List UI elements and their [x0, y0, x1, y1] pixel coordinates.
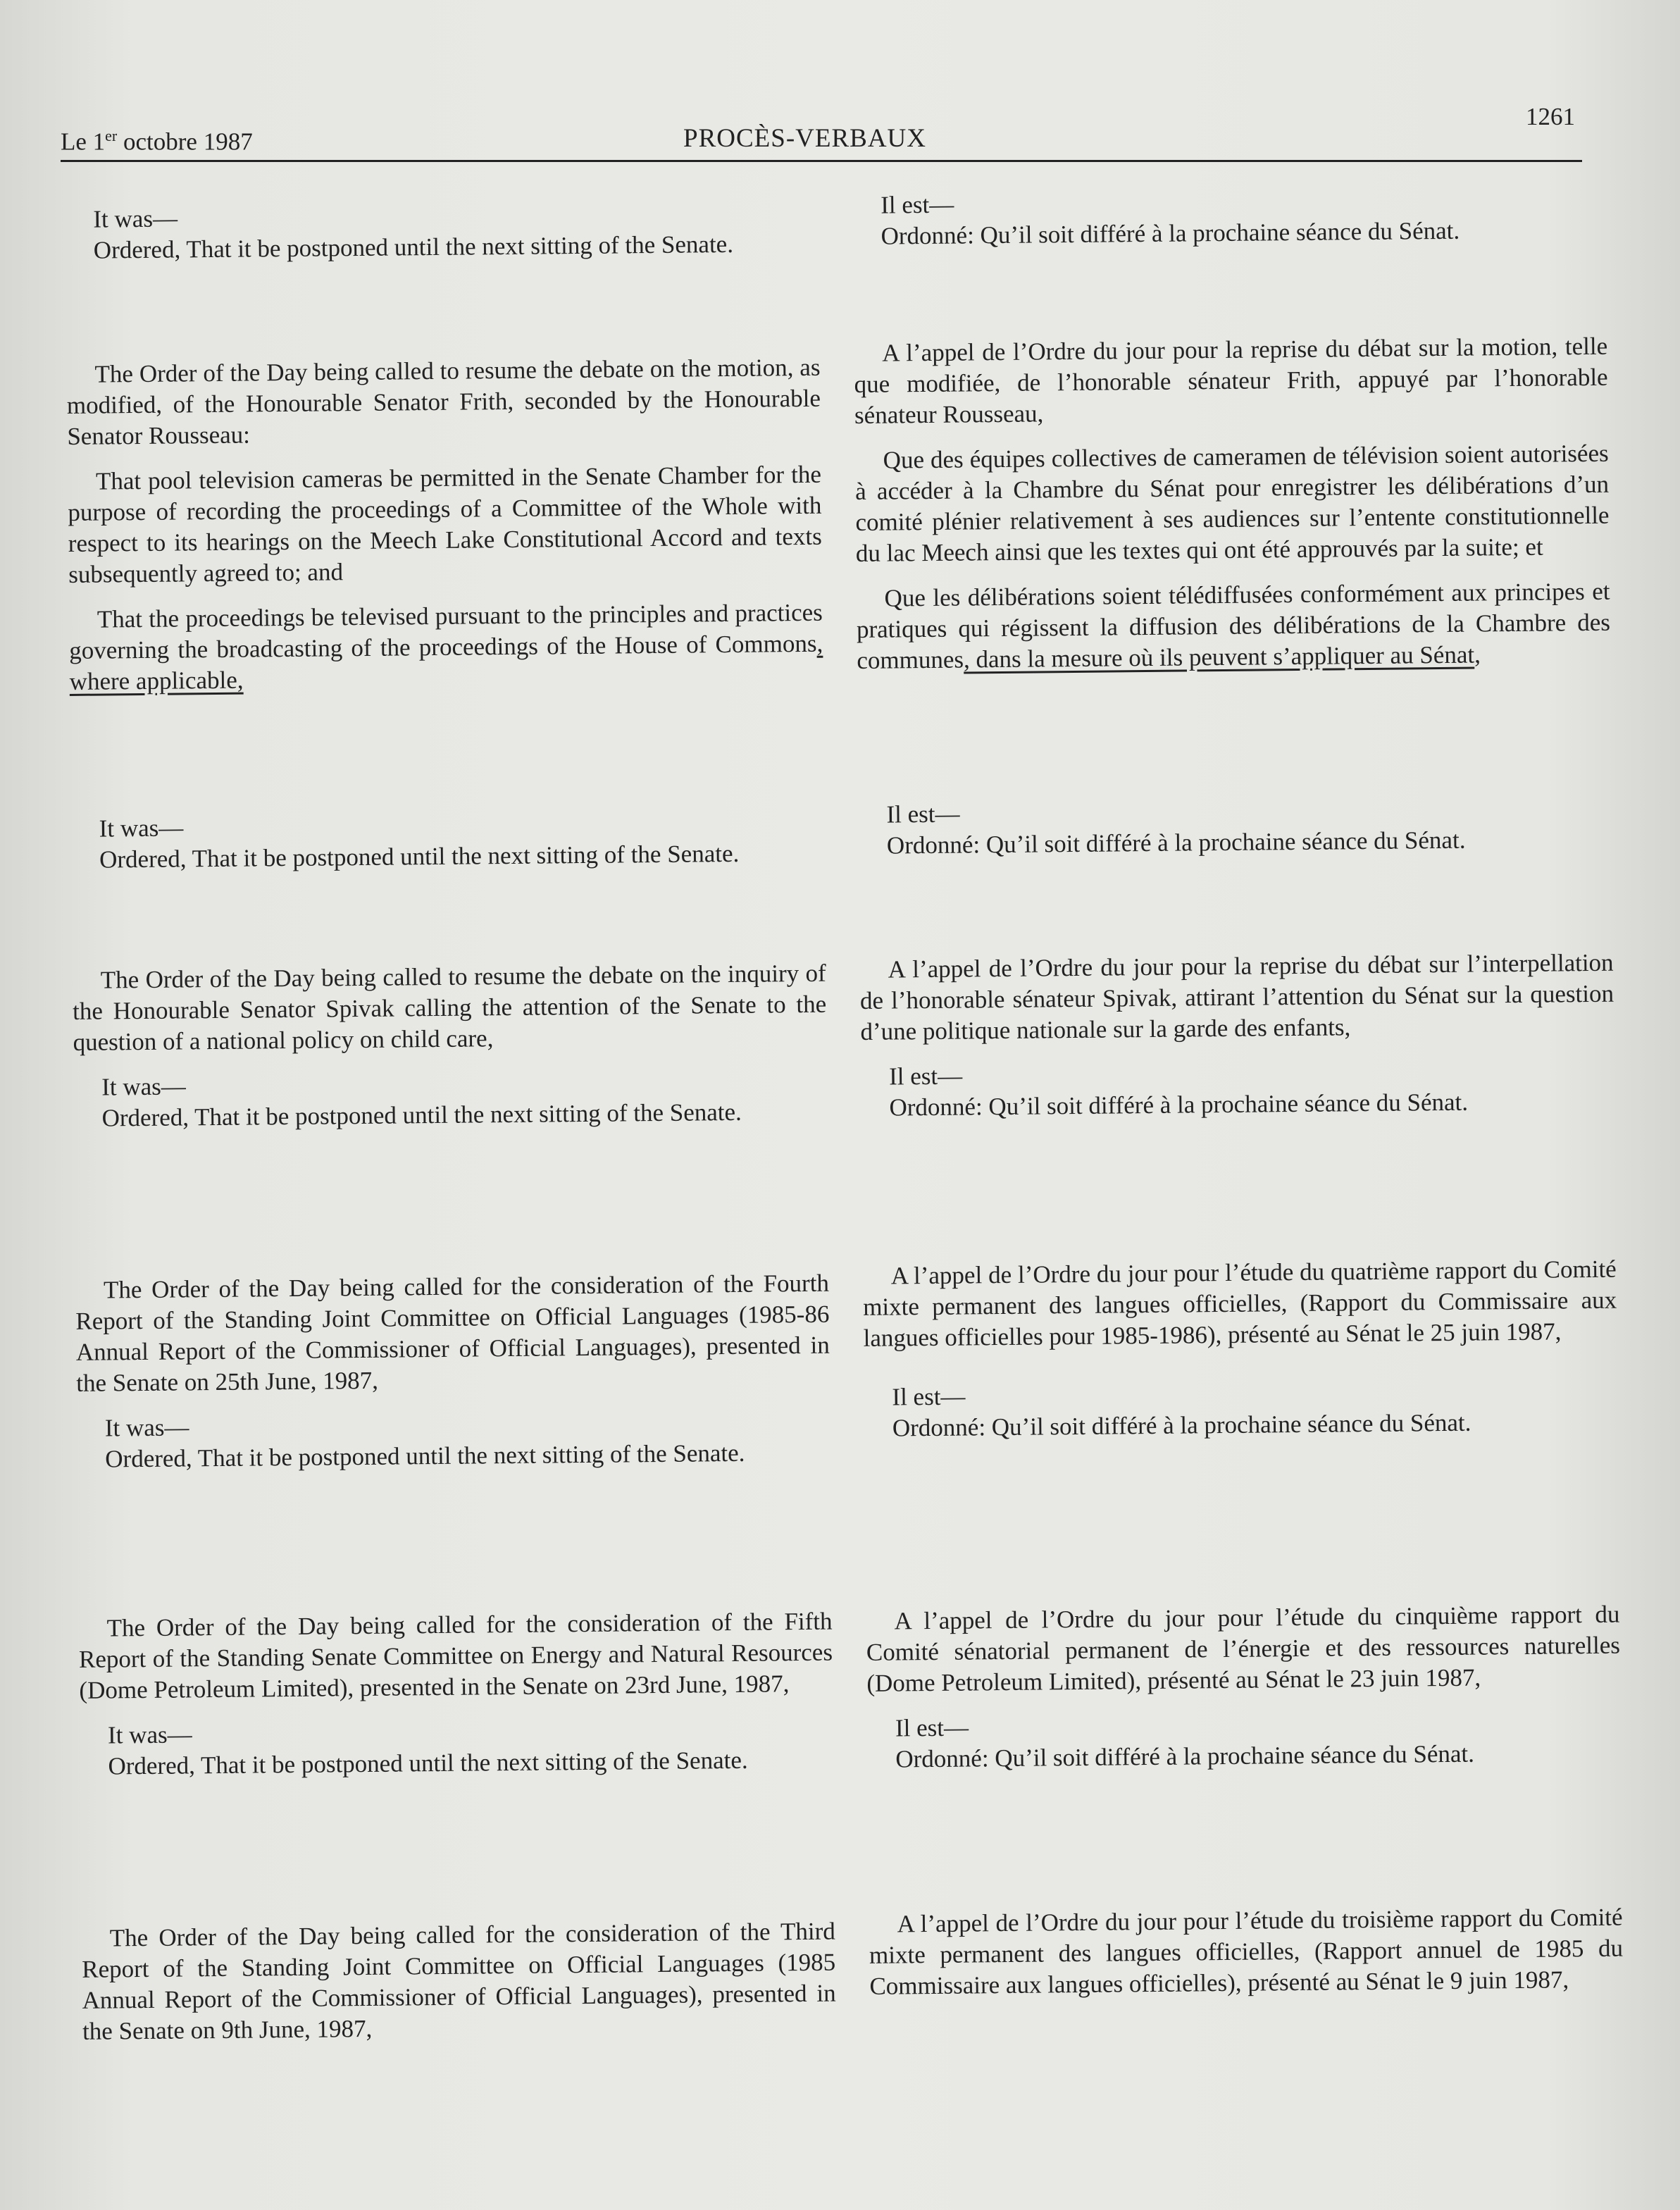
french-column [852, 183, 1624, 2000]
order-intro: The Order of the Day being called to resume the debate on the motion, as modified, of the Honourable Senator Frith, seconded by the Honourable Senator Rousseau: [66, 353, 821, 450]
en-order-spivak-inquiry [73, 958, 828, 1134]
motion-paragraph-1: That pool television cameras be permitted in the Senate Chamber for the purpose of recording the proceedings of a Committee of the Whole with respect to its hearings on the Meech Lake Constitutional Accord and texts subsequently agreed to; and [68, 460, 822, 588]
ordonne-text: Ordonné: Qu’il soit différé à la prochaine séance du Sénat. [881, 216, 1460, 250]
en-order-fourth-report [75, 1268, 831, 1475]
fr-order-fourth-report [863, 1254, 1618, 1444]
english-column [65, 183, 836, 2045]
en-order-frith-motion [66, 352, 823, 697]
ordered-text: Ordered, That it be postponed until the next sitting of the Senate. [105, 1439, 745, 1473]
fr-order-spivak-inquiry [859, 948, 1614, 1124]
it-was-label: It was— [101, 1072, 186, 1101]
order-intro: A l’appel de l’Ordre du jour pour l’étude du troisième rapport du Comité mixte permanent des langues officielles, (Rapport annuel de 1985 du Commissaire aux langues officielles), présenté au Sénat le 9 juin 1987, [869, 1903, 1624, 2000]
ordonne-text: Ordonné: Qu’il soit différé à la prochaine séance du Sénat. [886, 826, 1466, 859]
header-date: Le 1er octobre 1987 [61, 127, 253, 156]
page-header [61, 103, 1582, 162]
order-intro: A l’appel de l’Ordre du jour pour l’étude du quatrième rapport du Comité mixte permanent des langues officielles, (Rapport du Commissaire aux langues officielles pour 1985-1986), présenté au Sénat le 25 juin 1987, [863, 1255, 1617, 1352]
amendment-underlined: , where applicable, [69, 629, 823, 695]
ordered-text: Ordered, That it be postponed until the next sitting of the Senate. [108, 1746, 748, 1780]
amendment-underlined: , dans la mesure où ils peuvent s’appliquer au Sénat [963, 640, 1475, 673]
il-est-label: Il est— [895, 1713, 969, 1742]
il-est-label: Il est— [886, 800, 960, 828]
en-order-third-report [82, 1916, 837, 2047]
fr-order-frith-motion [854, 331, 1611, 676]
order-intro: The Order of the Day being called for the consideration of the Fourth Report of the Standing Joint Committee on Official Languages (1985-86 Annual Report of the Commissioner of Official Languages), presented in the Senate on 25th June, 1987, [75, 1269, 830, 1397]
order-intro: The Order of the Day being called for the consideration of the Third Report of the Standing Joint Committee on Official Languages (1985 Annual Report of the Commissioner of Official Languages), presented in the Senate on 9th June, 1987, [82, 1917, 836, 2045]
it-was-label: It was— [93, 204, 178, 233]
ordonne-text: Ordonné: Qu’il soit différé à la prochaine séance du Sénat. [889, 1088, 1469, 1122]
it-was-label: It was— [99, 814, 184, 843]
en-order-fifth-report [78, 1606, 833, 1782]
page-number: 1261 [1526, 103, 1575, 130]
il-est-label: Il est— [881, 190, 954, 219]
motion-paragraph-2: Que les délibérations soient télédiffusées conformément aux principes et pratiques qui régissent la diffusion des délibérations de la Chambre des communes, dans la mesure où ils peuvent s’appliquer au Sénat, [856, 577, 1611, 674]
order-intro: A l’appel de l’Ordre du jour pour la reprise du débat sur la motion, telle que modifiée, de l’honorable sénateur Frith, appuyé par l’honorable sénateur Rousseau, [854, 332, 1608, 429]
motion-paragraph-1: Que des équipes collectives de cameramen de télévision soient autorisées à accéder à la Chambre du Sénat pour enregistrer les délibérations d’un comité plénier relativement à ses audiences sur l’entente constitutionnelle du lac Meech ainsi que les textes qui ont été approuvés par la suite; et [854, 439, 1610, 567]
fr-postponement-2 [858, 793, 1612, 862]
order-intro: A l’appel de l’Ordre du jour pour l’étude du cinquième rapport du Comité sénatorial permanent de l’énergie et des ressources naturelles (Dome Petroleum Limited), présenté au Sénat le 23 juin 1987, [866, 1600, 1621, 1697]
fr-postponement-1 [852, 183, 1607, 252]
en-postponement-1 [65, 197, 819, 266]
en-postponement-2 [70, 807, 825, 876]
header-title: PROCÈS-VERBAUX [683, 124, 926, 153]
it-was-label: It was— [107, 1720, 192, 1749]
fr-order-third-report [869, 1902, 1623, 2002]
il-est-label: Il est— [892, 1382, 966, 1411]
motion-paragraph-2: That the proceedings be televised pursuant to the principles and practices governing the broadcasting of the proceedings of the House of Commons, where applicable, [69, 598, 823, 695]
ordonne-text: Ordonné: Qu’il soit différé à la prochaine séance du Sénat. [895, 1739, 1475, 1773]
order-intro: The Order of the Day being called to resume the debate on the inquiry of the Honourable Senator Spivak calling the attention of the Senate to the question of a national policy on child care, [73, 959, 827, 1056]
order-intro: The Order of the Day being called for the consideration of the Fifth Report of the Standing Senate Committee on Energy and Natural Resources (Dome Petroleum Limited), presented in the Senate on 23rd June, 1987, [78, 1607, 833, 1704]
il-est-label: Il est— [888, 1062, 963, 1091]
ordered-text: Ordered, That it be postponed until the next sitting of the Senate. [101, 1098, 742, 1132]
ordered-text: Ordered, That it be postponed until the next sitting of the Senate. [99, 839, 740, 874]
fr-order-fifth-report [866, 1599, 1621, 1775]
ordonne-text: Ordonné: Qu’il soit différé à la prochaine séance du Sénat. [892, 1408, 1471, 1442]
header-rule [61, 160, 1582, 162]
order-intro: A l’appel de l’Ordre du jour pour la reprise du débat sur l’interpellation de l’honorable sénateur Spivak, attirant l’attention du Sénat sur la question d’une politique nationale sur la garde des enfants, [859, 948, 1614, 1045]
it-was-label: It was— [104, 1413, 189, 1442]
ordered-text: Ordered, That it be postponed until the next sitting of the Senate. [93, 230, 734, 264]
